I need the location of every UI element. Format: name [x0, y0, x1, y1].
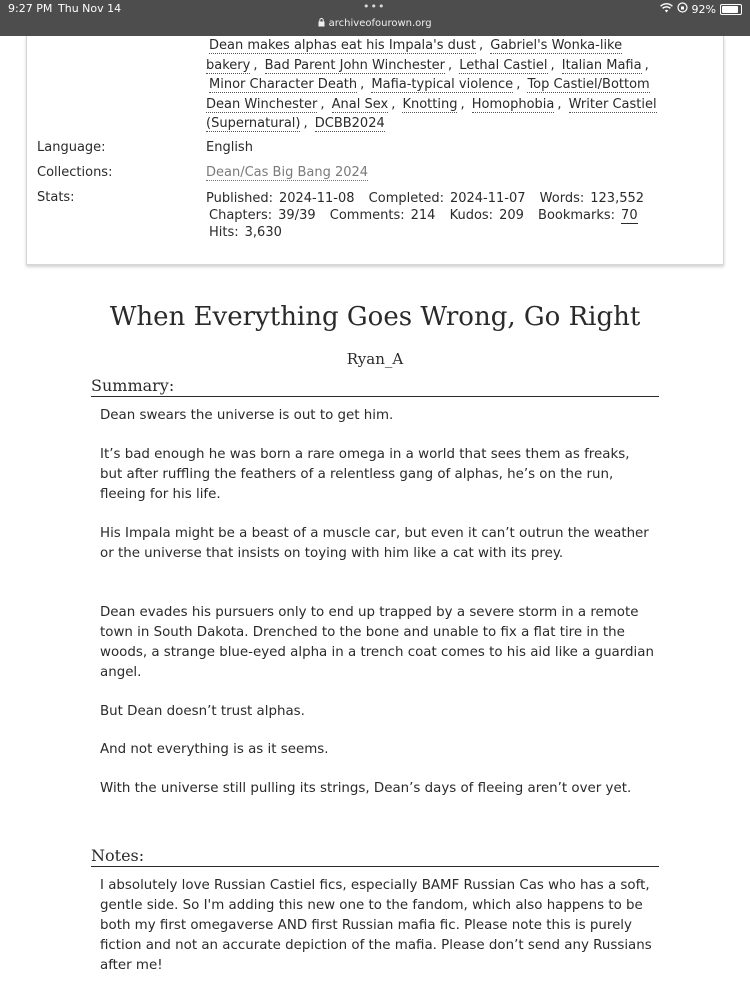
address-bar[interactable] — [0, 18, 750, 29]
language-value: English — [206, 140, 253, 155]
stats-label: Stats: — [37, 190, 75, 205]
tag-link[interactable]: Knotting — [402, 96, 458, 112]
tag-link[interactable]: Lethal Castiel — [459, 57, 548, 73]
chapters-value: 39/39 — [278, 208, 316, 223]
summary-paragraph: It’s bad enough he was born a rare omega in a world that sees them as freaks, but after ruffling the feathers of a relentless gang of alphas, he’s on the run, fleeing for his life. — [100, 447, 630, 502]
words-label: Words: — [539, 191, 585, 206]
status-date: Thu Nov 14 — [58, 2, 122, 15]
summary-paragraph: And not everything is as it seems. — [100, 742, 329, 757]
orientation-lock-icon — [677, 2, 688, 16]
status-bar — [0, 0, 750, 36]
bookmarks-link[interactable]: 70 — [621, 208, 638, 223]
notes-paragraph: I absolutely love Russian Castiel fics, especially BAMF Russian Cas who has a soft, gentle side. So I'm adding this new one to the fandom, which also happens to be both my first omegaverse AND first Russian mafia fic. Please note this is purely fiction and not an accurate depiction of the mafia. Please don’t send any Russians after me! — [100, 878, 652, 973]
summary-paragraph: Dean evades his pursuers only to end up trapped by a severe storm in a remote town in South Dakota. Drenched to the bone and unable to fix a flat tire in the woods, a strange blue-eyed alpha in a trench coat comes to his aid like a guardian angel. — [100, 605, 654, 680]
summary-paragraph: But Dean doesn’t trust alphas. — [100, 704, 305, 719]
tag-link[interactable]: Writer Castiel (Supernatural) — [206, 96, 657, 132]
battery-icon — [720, 4, 742, 15]
collections-label: Collections: — [37, 165, 113, 180]
summary-paragraph: His Impala might be a beast of a muscle car, but even it can’t outrun the weather or the universe that insists on toying with him like a cat with its prey. — [100, 526, 649, 561]
tag-link[interactable]: DCBB2024 — [314, 116, 385, 132]
language-label: Language: — [37, 140, 106, 155]
freeform-tags: Dean makes alphas eat his Impala's dust , Gabriel's Wonka-like bakery , Bad Parent John Winchester , Lethal Castiel , Italian Mafia , Minor Character Death , Mafia-typical violence , Top Castiel/Bottom Dean Winchester , Anal Sex , Knotting , Homophobia , Writer Castiel (Supernatural) , DCBB2024 — [206, 38, 657, 132]
comments-label: Comments: — [329, 208, 405, 223]
words-value: 123,552 — [590, 191, 645, 206]
hits-value: 3,630 — [244, 225, 282, 240]
author-link[interactable]: Ryan_A — [346, 350, 404, 368]
tag-link[interactable]: Gabriel's Wonka-like bakery — [206, 38, 623, 73]
tag-link[interactable]: Minor Character Death — [209, 77, 358, 93]
published-label: Published: — [206, 191, 273, 206]
summary-paragraph: With the universe still pulling its strings, Dean’s days of fleeing aren’t over yet. — [100, 781, 632, 796]
url-text: archiveofourown.org — [328, 18, 432, 29]
status-time: 9:27 PM — [8, 2, 53, 15]
tag-link[interactable]: Mafia-typical violence — [371, 77, 514, 93]
collection-link[interactable]: Dean/Cas Big Bang 2024 — [206, 165, 369, 180]
comments-value: 214 — [410, 208, 436, 223]
kudos-label: Kudos: — [449, 208, 494, 223]
work-meta — [26, 36, 724, 265]
hits-label: Hits: — [209, 225, 239, 240]
bookmarks-label: Bookmarks: — [538, 208, 616, 223]
tag-link[interactable]: Anal Sex — [331, 96, 389, 112]
wifi-icon — [660, 3, 673, 16]
published-value: 2024-11-08 — [278, 191, 355, 206]
battery-percent: 92% — [691, 2, 716, 16]
more-dots-icon[interactable]: ••• — [363, 0, 386, 13]
notes-heading: Notes: — [91, 846, 659, 867]
summary-heading: Summary: — [91, 376, 659, 397]
tag-link[interactable]: Top Castiel/Bottom Dean Winchester — [206, 77, 650, 112]
kudos-value: 209 — [499, 208, 524, 223]
completed-label: Completed: — [368, 191, 444, 206]
stats-block — [206, 190, 706, 241]
completed-value: 2024-11-07 — [449, 191, 526, 206]
tag-link[interactable]: Dean makes alphas eat his Impala's dust — [209, 38, 476, 53]
tag-link[interactable]: Italian Mafia — [561, 57, 642, 73]
lock-icon — [318, 18, 328, 29]
work-title: When Everything Goes Wrong, Go Right — [109, 302, 641, 332]
summary-paragraph: Dean swears the universe is out to get him. — [100, 408, 394, 423]
tag-link[interactable]: Bad Parent John Winchester — [264, 57, 446, 73]
tag-link[interactable]: Homophobia — [471, 96, 555, 112]
chapters-label: Chapters: — [209, 208, 273, 223]
